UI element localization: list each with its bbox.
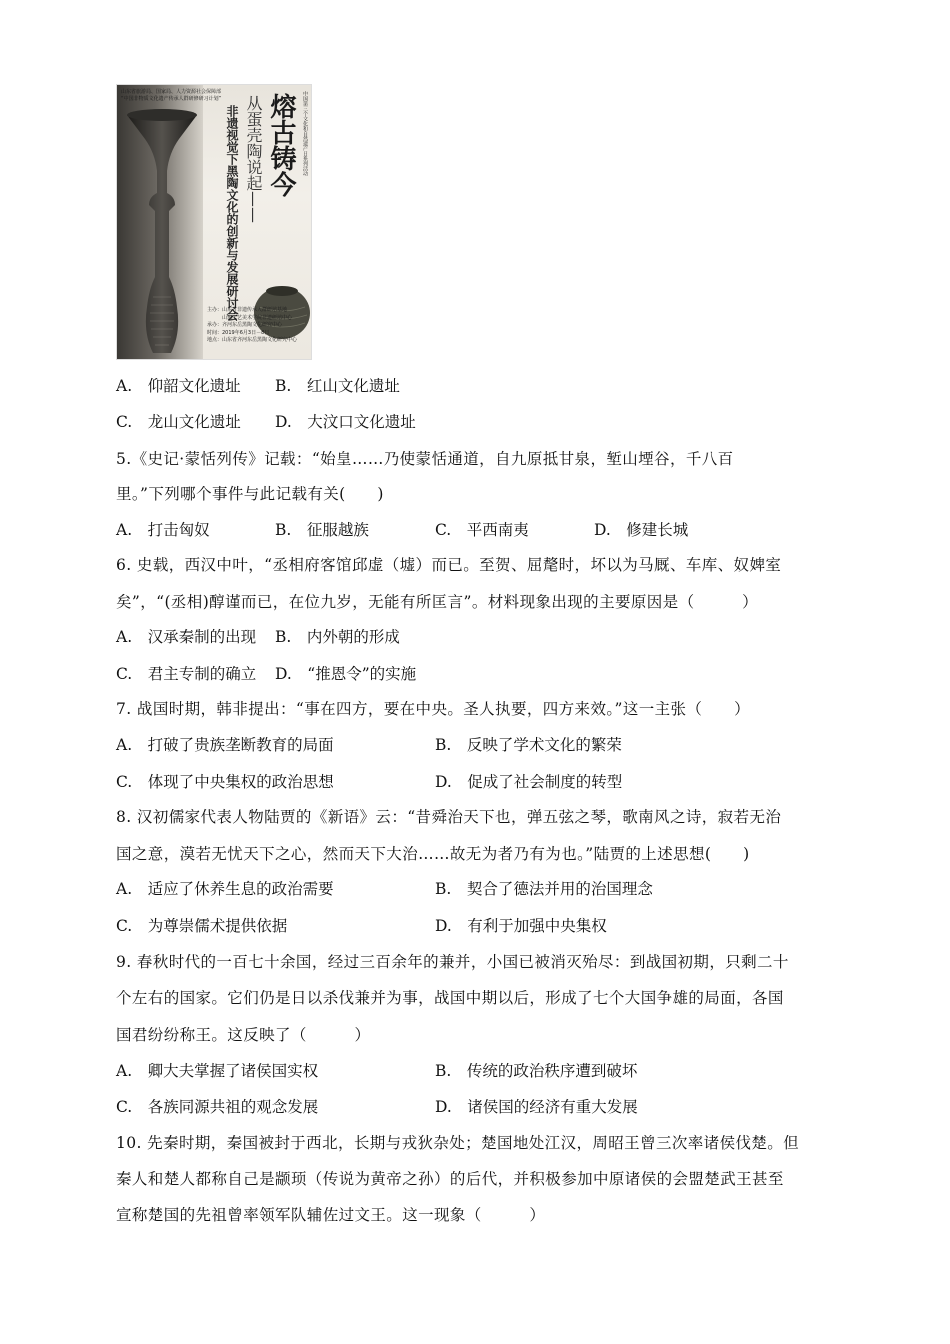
q5-option-d: D. 修建长城 — [594, 521, 689, 539]
q10-stem-line3: 宣称楚国的先祖曾率领军队辅佐过文王。这一现象（ ） — [116, 1206, 546, 1224]
q10-stem-line2: 秦人和楚人都称自己是颛顼（传说为黄帝之孙）的后代，并积极参加中原诸侯的会盟楚武王甚至 — [116, 1170, 784, 1188]
poster-info — [207, 307, 307, 345]
q9-option-b: B. 传统的政治秩序遭到破坏 — [435, 1062, 638, 1080]
poster-info-line: 山东工艺美术学院非遗研培中心 — [207, 314, 293, 321]
poster-info-line: 承办：齐河东岳黑陶文化研究中心 — [207, 322, 283, 328]
q5-stem-line1: 5.《史记·蒙恬列传》记载：“始皇……乃使蒙恬通道，自九原抵甘泉，堑山堙谷，千八百 — [116, 450, 734, 468]
q7-option-c: C. 体现了中央集权的政治思想 — [116, 773, 334, 791]
q6-option-b: B. 内外朝的形成 — [275, 628, 400, 646]
poster-info-line: 时间：2019年6月3日－8日 — [207, 329, 270, 336]
q6-option-d: D. “推恩令”的实施 — [275, 665, 417, 683]
poster-title: 熔古铸今 — [266, 93, 296, 197]
poster-subtitle: 从蛋壳陶说起—— — [244, 95, 263, 223]
q5-option-c: C. 平西南夷 — [435, 521, 529, 539]
q7-option-a: A. 打破了贵族垄断教育的局面 — [116, 736, 334, 754]
poster-image — [116, 84, 312, 360]
q7-stem-line1: 7. 战国时期，韩非提出：“事在四方，要在中央。圣人执要，四方来效。”这一主张（ ） — [116, 700, 751, 718]
q8-option-b: B. 契合了德法并用的治国理念 — [435, 880, 653, 898]
q5-stem-line2: 里。”下列哪个事件与此记载有关( ) — [116, 485, 384, 503]
q10-stem-line1: 10. 先秦时期，秦国被封于西北，长期与戎狄杂处；楚国地处江汉，周昭王曾三次率诸侯伐楚。但 — [116, 1134, 800, 1152]
poster-info-line: 地点：山东省齐河东岳黑陶文化研究中心 — [207, 337, 298, 343]
q5-option-b: B. 征服越族 — [275, 521, 369, 539]
q9-stem-line2: 个左右的国家。它们仍是日以杀伐兼并为事，战国中期以后，形成了七个大国争雄的局面，各国 — [116, 989, 784, 1007]
q7-option-d: D. 促成了社会制度的转型 — [435, 773, 623, 791]
q4-option-a: A. 仰韶文化遗址 — [116, 377, 241, 395]
q9-option-d: D. 诸侯国的经济有重大发展 — [435, 1098, 638, 1116]
q6-option-c: C. 君主专制的确立 — [116, 665, 257, 683]
q9-option-c: C. 各族同源共祖的观念发展 — [116, 1098, 319, 1116]
q5-option-a: A. 打击匈奴 — [116, 521, 210, 539]
q7-option-b: B. 反映了学术文化的繁荣 — [435, 736, 622, 754]
q6-option-a: A. 汉承秦制的出现 — [116, 628, 257, 646]
poster-event-name: 非遗视觉下黑陶文化的创新与发展研讨会 — [225, 105, 239, 321]
q8-stem-line1: 8. 汉初儒家代表人物陆贾的《新语》云：“昔舜治天下也，弹五弦之琴，歌南风之诗，寂若无治 — [116, 808, 782, 826]
q8-stem-line2: 国之意，漠若无忧天下之心，然而天下大治……故无为者乃有为也。”陆贾的上述思想( ) — [116, 845, 750, 863]
q8-option-c: C. 为尊崇儒术提供依据 — [116, 917, 288, 935]
q4-option-d: D. 大汶口文化遗址 — [275, 413, 416, 431]
q8-option-a: A. 适应了休养生息的政治需要 — [116, 880, 334, 898]
q4-option-c: C. 龙山文化遗址 — [116, 413, 241, 431]
q8-option-d: D. 有利于加强中央集权 — [435, 917, 607, 935]
q6-stem-line1: 6. 史载，西汉中叶，“丞相府客馆邱虚（墟）而已。至贺、屈氂时，坏以为马厩、车库、奴婢室 — [116, 556, 782, 574]
q4-option-b: B. 红山文化遗址 — [275, 377, 400, 395]
eggshell-cup-illustration — [123, 101, 201, 359]
q9-stem-line3: 国君纷纷称王。这反映了（ ） — [116, 1026, 371, 1044]
q9-stem-line1: 9. 春秋时代的一百七十余国，经过三百余年的兼并，小国已被消灭殆尽：到战国初期，只剩二十 — [116, 953, 789, 971]
q6-stem-line2: 矣”，“(丞相)醇谨而已，在位九岁，无能有所匡言”。材料现象出现的主要原因是（ ） — [116, 593, 759, 611]
q9-option-a: A. 卿大夫掌握了诸侯国实权 — [116, 1062, 319, 1080]
poster-info-line: 主办：山东省非遗传承人群研培基地 — [207, 307, 288, 313]
poster-series-label: 中国第三个文化和自然遗产日系列活动 — [302, 91, 308, 176]
poster-top-note: 山东省旅游局、国家局、人力资源社会保障部 “中国非物质文化遗产传承人群研修研习计划” — [121, 89, 222, 102]
